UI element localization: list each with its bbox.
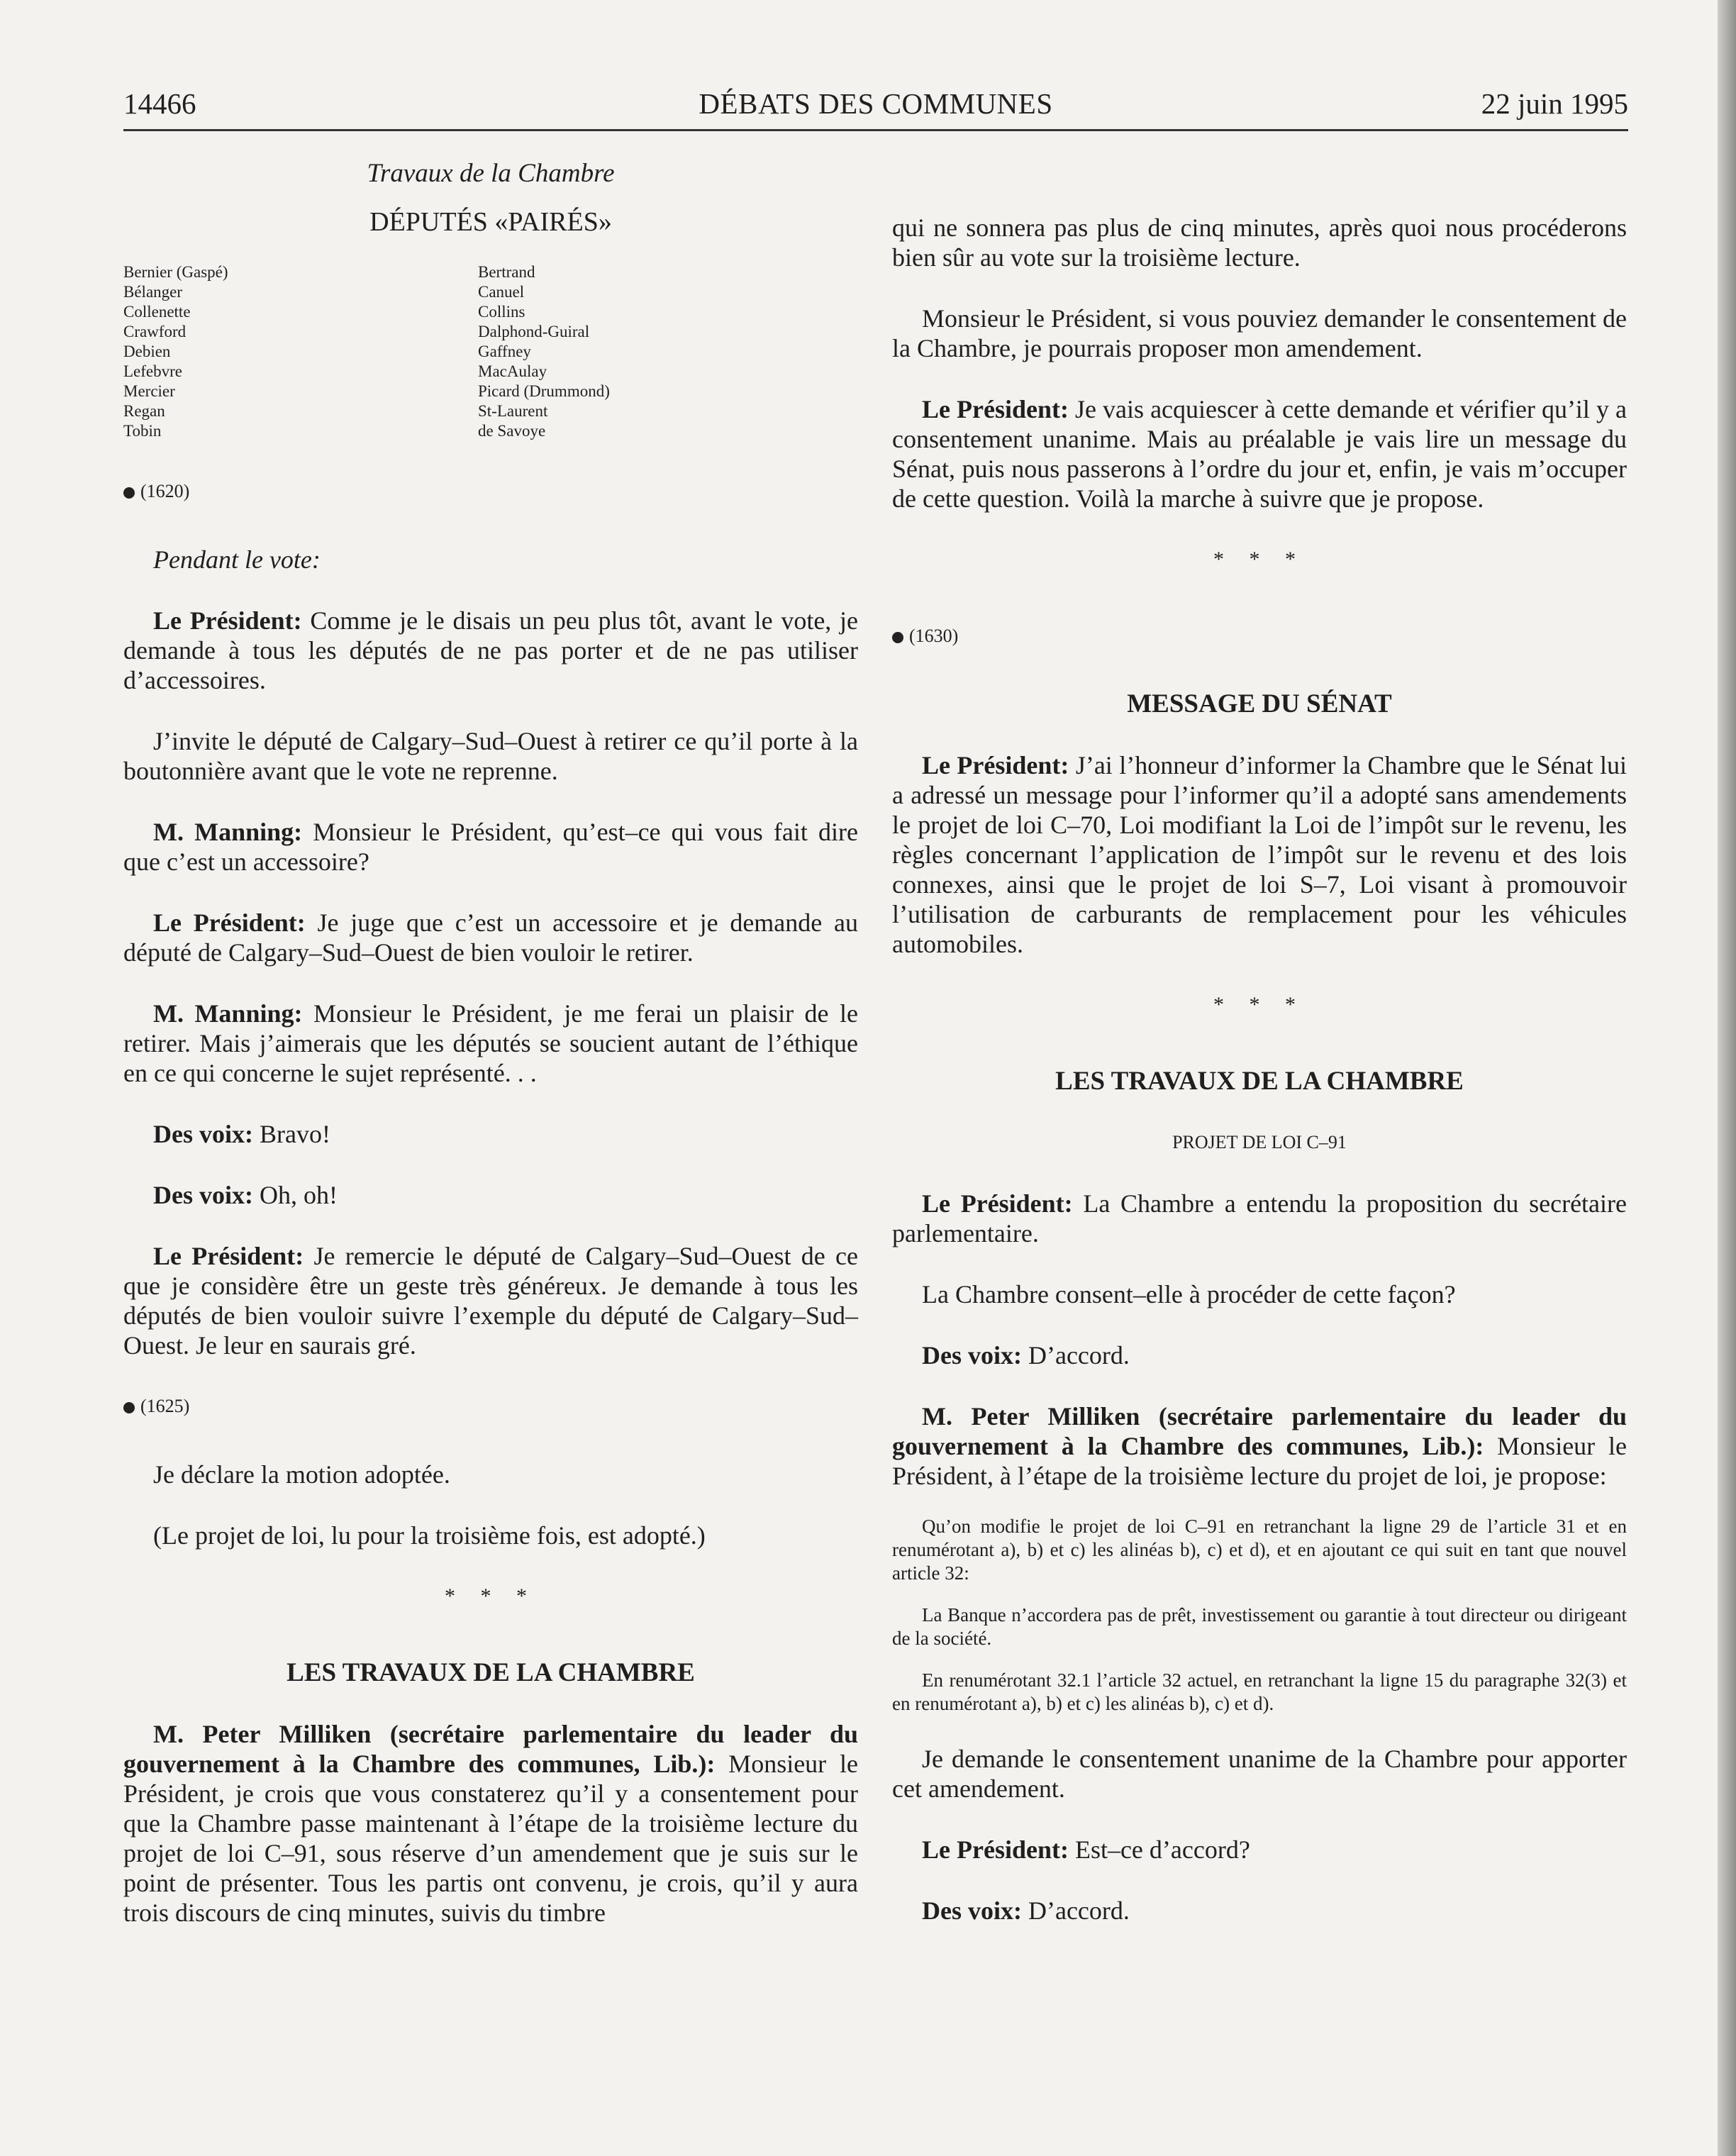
speech-text: D’accord. (1021, 1896, 1130, 1925)
paired-member: Gaffney (478, 343, 531, 360)
speech-paragraph: qui ne sonnera pas plus de cinq minutes, après quoi nous procéderons bien sûr au vote sur la troisième lecture. (892, 213, 1627, 272)
speech-text: Monsieur le Président, je crois que vous constaterez qu’il y a consentement pour que la Chambre passe maintenant à l’étape de la troisième lecture du projet de loi C–91, sous réserve d’un amendement que je suis sur le point de présenter. Tous les partis ont convenu, je crois, qu’il y aura trois discours de cinq minutes, suivis du timbre (123, 1750, 858, 1927)
speech-paragraph (892, 1189, 1627, 1248)
paired-column-1 (123, 262, 478, 441)
paired-column-2 (478, 262, 833, 441)
speech-text: Je vais acquiescer à cette demande et vérifier qu’il y a consentement unanime. Mais au préalable je vais lire un message du Sénat, puis nous passerons à l’ordre du jour et, enfin, je vais m’occuper de cette question. Voilà la marche à suivre que je propose. (892, 395, 1627, 513)
time-marker (123, 1391, 858, 1421)
speech-paragraph (123, 1180, 858, 1210)
publication-date: 22 juin 1995 (1481, 87, 1628, 120)
speech-text: La Chambre a entendu la proposition du secrétaire parlementaire. (892, 1189, 1627, 1248)
paired-member: Crawford (123, 323, 187, 340)
speech-paragraph (123, 1119, 858, 1149)
speech-paragraph (123, 1241, 858, 1360)
page-header (123, 87, 1628, 131)
speech-text: Monsieur le Président, à l’étape de la troisième lecture du projet de loi, je propose: (892, 1432, 1627, 1490)
paired-members-heading: DÉPUTÉS «PAIRÉS» (369, 207, 612, 237)
paired-member: Debien (123, 343, 171, 360)
paired-member: Bélanger (123, 283, 183, 301)
speech-text: Bravo! (252, 1120, 330, 1148)
section-separator: * * * (1213, 993, 1306, 1016)
paired-member: Dalphond-Guiral (478, 323, 590, 340)
time-marker (123, 477, 858, 506)
section-separator: * * * (1213, 548, 1306, 571)
bullet-icon (123, 487, 135, 499)
speech-text: Est–ce d’accord? (1068, 1835, 1250, 1864)
bill-subheading: PROJET DE LOI C–91 (1172, 1132, 1347, 1152)
speech-paragraph (892, 1401, 1627, 1491)
amendment-quote: En renumérotant 32.1 l’article 32 actuel, en retranchant la ligne 15 du paragraphe 32(3) et en renumérotant a), b) et c) les alinéas b), c) et d). (892, 1669, 1627, 1714)
left-column (123, 152, 858, 1959)
paired-member: Mercier (123, 382, 175, 400)
page-number: 14466 (123, 87, 196, 120)
paired-member: Regan (123, 402, 165, 420)
paired-member: Collins (478, 303, 525, 321)
speech-text: Monsieur le Président, qu’est–ce qui vous fait dire que c’est un accessoire? (123, 818, 858, 876)
stage-direction: Pendant le vote: (153, 545, 321, 574)
time-stamp: (1630) (909, 626, 959, 646)
speech-paragraph (892, 1835, 1627, 1865)
paired-member: Lefebvre (123, 362, 182, 380)
speaker-name: Le Président: (922, 395, 1069, 423)
amendment-quote: La Banque n’accordera pas de prêt, investissement ou garantie à tout directeur ou dirigeant de la société. (892, 1604, 1627, 1649)
paired-members-list (123, 262, 858, 441)
speaker-name: Le Président: (153, 1242, 304, 1270)
speaker-name: M. Peter Milliken (secrétaire parlementaire du leader du gouvernement à la Chambre des communes, Lib.): (892, 1402, 1627, 1460)
speaker-name: Le Président: (153, 606, 302, 635)
publication-title: DÉBATS DES COMMUNES (699, 87, 1053, 120)
speech-text: Je remercie le député de Calgary–Sud–Ouest de ce que je considère être un geste très généreux. Je demande à tous les députés de bien vouloir suivre l’exemple du député de Calgary–Sud–Ouest. Je leur en saurais gré. (123, 1242, 858, 1360)
bullet-icon (123, 1402, 135, 1413)
section-heading: LES TRAVAUX DE LA CHAMBRE (1055, 1067, 1464, 1096)
speech-text: Oh, oh! (252, 1181, 338, 1209)
speaker-name: Des voix: (922, 1896, 1022, 1925)
speaker-name: Des voix: (922, 1341, 1022, 1369)
speaker-name: Des voix: (153, 1120, 253, 1148)
speech-paragraph (892, 1340, 1627, 1370)
section-italic-title: Travaux de la Chambre (367, 159, 615, 188)
time-stamp: (1625) (140, 1396, 190, 1416)
right-column (892, 152, 1627, 1957)
speech-paragraph (892, 750, 1627, 959)
speech-paragraph: Je déclare la motion adoptée. (153, 1460, 450, 1489)
speaker-name: M. Manning: (153, 999, 303, 1028)
speech-paragraph: Monsieur le Président, si vous pouviez demander le consentement de la Chambre, je pourrais proposer mon amendement. (892, 304, 1627, 362)
speaker-name: Le Président: (922, 751, 1069, 779)
paired-member: Collenette (123, 303, 191, 321)
speech-text: D’accord. (1021, 1341, 1130, 1369)
paired-member: Picard (Drummond) (478, 382, 610, 400)
speech-text: J’ai l’honneur d’informer la Chambre que le Sénat lui a adressé un message pour l’informer qu’il a adopté sans amendements le projet de loi C–70, Loi modifiant la Loi de l’impôt sur le revenu, les règles concernant l’application de l’impôt sur le revenu et des lois connexes, ainsi que le projet de loi S–7, Loi visant à promouvoir l’utilisation de carburants de remplacement pour les véhicules automobiles. (892, 751, 1627, 958)
paired-member: de Savoye (478, 422, 546, 440)
paired-member: Tobin (123, 422, 162, 440)
speech-paragraph (123, 908, 858, 967)
speaker-name: Le Président: (153, 908, 306, 937)
speech-text: Monsieur le Président, je me ferai un plaisir de le retirer. Mais j’aimerais que les députés se soucient autant de l’éthique en ce qui concerne le sujet représenté. . . (123, 999, 858, 1087)
speech-text: Je juge que c’est un accessoire et je demande au député de Calgary–Sud–Ouest de bien vouloir le retirer. (123, 908, 859, 967)
section-heading: MESSAGE DU SÉNAT (1127, 689, 1392, 718)
amendment-quote: Qu’on modifie le projet de loi C–91 en retranchant la ligne 29 de l’article 31 et en renumérotant a), b) et c) les alinéas b), c) et d), et en ajoutant ce qui suit en tant que nouvel article 32: (892, 1516, 1627, 1584)
time-stamp: (1620) (140, 481, 190, 501)
paired-member: St-Laurent (478, 402, 548, 420)
speaker-name: Le Président: (922, 1189, 1073, 1218)
section-heading: LES TRAVAUX DE LA CHAMBRE (286, 1658, 695, 1687)
scan-edge-shadow (1718, 0, 1736, 2156)
speaker-name: M. Manning: (153, 818, 303, 846)
speaker-name: Des voix: (153, 1181, 253, 1209)
paired-member: Bernier (Gaspé) (123, 263, 228, 281)
speech-paragraph (123, 1719, 858, 1928)
speech-paragraph: Je demande le consentement unanime de la Chambre pour apporter cet amendement. (892, 1745, 1627, 1803)
speech-text: Comme je le disais un peu plus tôt, avant le vote, je demande à tous les députés de ne pas porter et de ne pas utiliser d’accessoires. (123, 606, 858, 694)
speech-paragraph: (Le projet de loi, lu pour la troisième fois, est adopté.) (153, 1521, 706, 1550)
speaker-name: M. Peter Milliken (secrétaire parlementaire du leader du gouvernement à la Chambre des communes, Lib.): (123, 1720, 858, 1778)
speech-paragraph: J’invite le député de Calgary–Sud–Ouest à retirer ce qu’il porte à la boutonnière avant que le vote ne reprenne. (123, 727, 858, 785)
speech-paragraph (123, 999, 858, 1088)
section-separator: * * * (445, 1584, 537, 1608)
paired-member: Canuel (478, 283, 525, 301)
speaker-name: Le Président: (922, 1835, 1069, 1864)
paired-member: Bertrand (478, 263, 535, 281)
speech-paragraph (123, 606, 858, 695)
speech-paragraph (123, 817, 858, 877)
speech-paragraph: La Chambre consent–elle à procéder de cette façon? (922, 1280, 1456, 1308)
speech-paragraph (892, 1896, 1627, 1926)
speech-paragraph (892, 394, 1627, 513)
time-marker (892, 621, 1627, 651)
bullet-icon (892, 632, 903, 643)
paired-member: MacAulay (478, 362, 547, 380)
